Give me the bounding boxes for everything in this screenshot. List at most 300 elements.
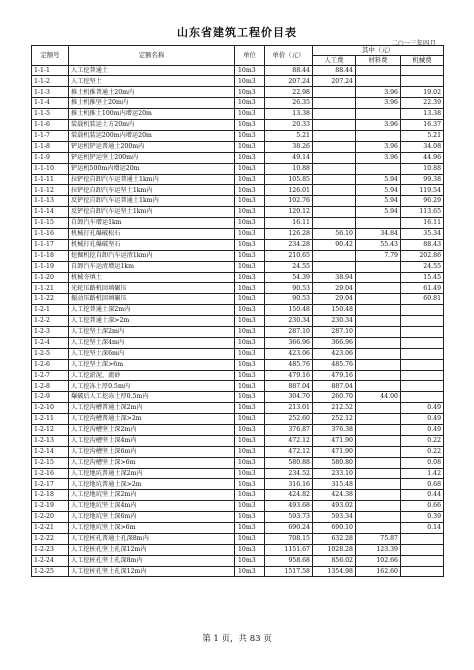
cell-unit: 10m3 — [235, 163, 265, 174]
cell-labor: 252.12 — [313, 414, 356, 425]
cell-code: 1-1-7 — [32, 130, 69, 141]
cell-price: 54.39 — [265, 272, 313, 283]
cell-price: 376.87 — [265, 424, 313, 435]
cell-code: 1-2-19 — [32, 501, 69, 512]
table-row — [32, 523, 444, 534]
cell-unit: 10m3 — [235, 283, 265, 294]
table-row — [32, 348, 444, 359]
cell-price: 472.12 — [265, 446, 313, 457]
cell-price: 90.53 — [265, 283, 313, 294]
cell-material: 3.96 — [356, 120, 401, 131]
cell-labor: 287.10 — [313, 326, 356, 337]
cell-material — [356, 403, 401, 414]
cell-material — [356, 512, 401, 523]
cell-labor — [313, 130, 356, 141]
cell-labor — [313, 174, 356, 185]
cell-labor — [313, 87, 356, 98]
cell-labor — [313, 185, 356, 196]
cell-labor: 690.10 — [313, 523, 356, 534]
cell-unit: 10m3 — [235, 512, 265, 523]
table-row — [32, 98, 444, 109]
cell-price: 22.98 — [265, 87, 313, 98]
cell-machine — [401, 392, 444, 403]
cell-material: 3.96 — [356, 152, 401, 163]
cell-machine — [401, 337, 444, 348]
cell-labor: 376.38 — [313, 424, 356, 435]
table-row — [32, 457, 444, 468]
cell-price: 593.73 — [265, 512, 313, 523]
cell-machine: 15.45 — [401, 272, 444, 283]
cell-name: 铲运机铲运坚土200m内 — [69, 152, 235, 163]
cell-unit: 10m3 — [235, 555, 265, 566]
table-row — [32, 316, 444, 327]
cell-material: 5.94 — [356, 207, 401, 218]
cell-machine: 10.88 — [401, 163, 444, 174]
table-row — [32, 283, 444, 294]
cell-unit: 10m3 — [235, 98, 265, 109]
table-row — [32, 261, 444, 272]
cell-name: 人工挖沟槽坚土深>6m — [69, 457, 235, 468]
table-row — [32, 87, 444, 98]
header-price: 单价（元） — [265, 46, 313, 66]
cell-name: 推土机推土100m内增运20m — [69, 109, 235, 120]
cell-unit: 10m3 — [235, 65, 265, 76]
cell-name: 装载机装运200m内增运20m — [69, 130, 235, 141]
cell-price: 423.06 — [265, 348, 313, 359]
cell-machine — [401, 76, 444, 87]
cell-unit: 10m3 — [235, 228, 265, 239]
cell-machine — [401, 316, 444, 327]
table-row — [32, 272, 444, 283]
table-row — [32, 141, 444, 152]
cell-labor: 493.02 — [313, 501, 356, 512]
cell-price: 126.01 — [265, 185, 313, 196]
cell-name: 反铲挖自卸汽车运普通土1km内 — [69, 196, 235, 207]
cell-machine: 16.37 — [401, 120, 444, 131]
cell-name: 人工挖桩孔普通土孔深8m内 — [69, 533, 235, 544]
cell-material — [356, 435, 401, 446]
cell-material: 3.96 — [356, 98, 401, 109]
cell-labor: 479.16 — [313, 370, 356, 381]
cell-machine: 0.39 — [401, 512, 444, 523]
table-row — [32, 130, 444, 141]
cell-unit: 10m3 — [235, 141, 265, 152]
table-row — [32, 490, 444, 501]
table-row — [32, 359, 444, 370]
cell-unit: 10m3 — [235, 435, 265, 446]
table-row — [32, 435, 444, 446]
cell-labor — [313, 261, 356, 272]
cell-material: 3.96 — [356, 141, 401, 152]
cell-price: 230.34 — [265, 316, 313, 327]
cell-machine: 88.43 — [401, 239, 444, 250]
cell-labor: 29.04 — [313, 283, 356, 294]
cell-price: 424.82 — [265, 490, 313, 501]
cell-code: 1-2-14 — [32, 446, 69, 457]
cell-name: 人工挖沟槽普通土深2m内 — [69, 403, 235, 414]
cell-unit: 10m3 — [235, 316, 265, 327]
cell-code: 1-2-5 — [32, 348, 69, 359]
cell-material — [356, 283, 401, 294]
cell-name: 自卸汽车运渣增运1km — [69, 261, 235, 272]
table-row — [32, 65, 444, 76]
cell-machine: 0.49 — [401, 403, 444, 414]
table-row — [32, 218, 444, 229]
cell-name: 人工挖桩孔坚土孔深12m内 — [69, 544, 235, 555]
cell-price: 120.12 — [265, 207, 313, 218]
cell-code: 1-2-16 — [32, 468, 69, 479]
cell-material — [356, 446, 401, 457]
cell-material — [356, 424, 401, 435]
table-row — [32, 294, 444, 305]
cell-code: 1-1-1 — [32, 65, 69, 76]
cell-price: 20.33 — [265, 120, 313, 131]
cell-material — [356, 501, 401, 512]
cell-labor: 233.10 — [313, 468, 356, 479]
cell-name: 人工挖普通土深2m内 — [69, 305, 235, 316]
cell-labor — [313, 163, 356, 174]
cell-labor — [313, 218, 356, 229]
cell-price: 210.65 — [265, 250, 313, 261]
cell-machine: 0.49 — [401, 424, 444, 435]
cell-labor: 38.94 — [313, 272, 356, 283]
cell-labor — [313, 152, 356, 163]
price-table — [31, 45, 444, 577]
cell-unit: 10m3 — [235, 152, 265, 163]
cell-machine: 1.42 — [401, 468, 444, 479]
cell-name: 推土机推坚土20m内 — [69, 98, 235, 109]
cell-price: 234.28 — [265, 239, 313, 250]
cell-labor: 632.28 — [313, 533, 356, 544]
cell-material — [356, 130, 401, 141]
cell-unit: 10m3 — [235, 294, 265, 305]
cell-labor: 424.38 — [313, 490, 356, 501]
cell-material — [356, 305, 401, 316]
cell-unit: 10m3 — [235, 566, 265, 577]
cell-unit: 10m3 — [235, 479, 265, 490]
cell-name: 人工挖沟槽坚土深4m内 — [69, 435, 235, 446]
cell-unit: 10m3 — [235, 544, 265, 555]
cell-material: 5.94 — [356, 185, 401, 196]
table-row — [32, 468, 444, 479]
cell-unit: 10m3 — [235, 424, 265, 435]
page-title: 山东省建筑工程价目表 — [177, 26, 297, 39]
cell-unit: 10m3 — [235, 326, 265, 337]
cell-price: 26.35 — [265, 98, 313, 109]
cell-name: 人工挖坚土 — [69, 76, 235, 87]
table-row — [32, 239, 444, 250]
cell-labor: 580.80 — [313, 457, 356, 468]
cell-price: 958.68 — [265, 555, 313, 566]
cell-code: 1-2-22 — [32, 533, 69, 544]
cell-material — [356, 326, 401, 337]
cell-name: 人工挖地坑坚土深6m内 — [69, 512, 235, 523]
cell-code: 1-2-6 — [32, 359, 69, 370]
cell-labor: 56.10 — [313, 228, 356, 239]
cell-machine: 61.49 — [401, 283, 444, 294]
cell-code: 1-2-25 — [32, 566, 69, 577]
table-row — [32, 109, 444, 120]
cell-price: 207.24 — [265, 76, 313, 87]
cell-name: 人工挖普通土深>2m — [69, 316, 235, 327]
cell-unit: 10m3 — [235, 381, 265, 392]
header-breakdown: 其中（元） — [313, 46, 444, 56]
table-row — [32, 305, 444, 316]
cell-name: 反铲挖自卸汽车运坚土1km内 — [69, 207, 235, 218]
cell-code: 1-1-22 — [32, 294, 69, 305]
cell-material: 162.60 — [356, 566, 401, 577]
cell-name: 人工挖桩孔坚土孔深8m内 — [69, 555, 235, 566]
cell-name: 铲运机500m内增运20m — [69, 163, 235, 174]
cell-unit: 10m3 — [235, 305, 265, 316]
cell-code: 1-1-2 — [32, 76, 69, 87]
cell-price: 472.12 — [265, 435, 313, 446]
cell-machine — [401, 326, 444, 337]
header-code: 定额号 — [32, 46, 69, 66]
cell-machine: 22.39 — [401, 98, 444, 109]
cell-material — [356, 163, 401, 174]
cell-unit: 10m3 — [235, 490, 265, 501]
cell-unit: 10m3 — [235, 130, 265, 141]
header-labor: 人工费 — [313, 55, 356, 65]
cell-code: 1-1-5 — [32, 109, 69, 120]
table-body — [32, 65, 444, 577]
cell-code: 1-1-15 — [32, 218, 69, 229]
header-unit: 单位 — [235, 46, 265, 66]
cell-material — [356, 490, 401, 501]
cell-labor — [313, 141, 356, 152]
table-row — [32, 120, 444, 131]
cell-code: 1-1-14 — [32, 207, 69, 218]
cell-name: 拉铲挖自卸汽车运普通土1km内 — [69, 174, 235, 185]
cell-name: 人工挖淤泥、流砂 — [69, 370, 235, 381]
table-row — [32, 163, 444, 174]
cell-material — [356, 294, 401, 305]
cell-machine: 0.44 — [401, 490, 444, 501]
cell-labor — [313, 120, 356, 131]
cell-unit: 10m3 — [235, 87, 265, 98]
cell-material — [356, 76, 401, 87]
cell-code: 1-2-4 — [32, 337, 69, 348]
page-footer: 第 1 页，共 83 页 — [202, 634, 272, 644]
cell-material — [356, 523, 401, 534]
cell-code: 1-2-24 — [32, 555, 69, 566]
cell-price: 252.60 — [265, 414, 313, 425]
header-material: 材料费 — [356, 55, 401, 65]
cell-name: 光轮压路机回填碾压 — [69, 283, 235, 294]
cell-labor: 471.90 — [313, 446, 356, 457]
cell-name: 装载机装运土方20m内 — [69, 120, 235, 131]
cell-code: 1-2-9 — [32, 392, 69, 403]
cell-machine: 0.08 — [401, 457, 444, 468]
cell-labor: 88.44 — [313, 65, 356, 76]
cell-price: 90.53 — [265, 294, 313, 305]
cell-name: 人工挖普通土 — [69, 65, 235, 76]
cell-name: 人工挖沟槽普通土深>2m — [69, 414, 235, 425]
cell-name: 人工挖冻土厚0.5m内 — [69, 381, 235, 392]
cell-labor — [313, 250, 356, 261]
cell-price: 126.28 — [265, 228, 313, 239]
cell-machine — [401, 65, 444, 76]
cell-code: 1-2-13 — [32, 435, 69, 446]
cell-material — [356, 359, 401, 370]
cell-name: 爆破后人工挖冻土厚0.5m内 — [69, 392, 235, 403]
cell-name: 振动压路机回填碾压 — [69, 294, 235, 305]
cell-code: 1-2-23 — [32, 544, 69, 555]
cell-unit: 10m3 — [235, 272, 265, 283]
cell-labor: 29.04 — [313, 294, 356, 305]
cell-machine — [401, 555, 444, 566]
cell-material — [356, 316, 401, 327]
header-machine: 机械费 — [401, 55, 444, 65]
cell-unit: 10m3 — [235, 523, 265, 534]
cell-material — [356, 370, 401, 381]
cell-machine: 34.08 — [401, 141, 444, 152]
cell-unit: 10m3 — [235, 468, 265, 479]
cell-labor: 260.70 — [313, 392, 356, 403]
cell-machine: 0.49 — [401, 414, 444, 425]
cell-name: 人工挖坚土深2m内 — [69, 326, 235, 337]
table-row — [32, 381, 444, 392]
cell-labor — [313, 98, 356, 109]
cell-material — [356, 457, 401, 468]
cell-price: 316.16 — [265, 479, 313, 490]
table-row — [32, 326, 444, 337]
cell-name: 人工挖桩孔坚土孔深12m内 — [69, 566, 235, 577]
table-row — [32, 250, 444, 261]
cell-price: 10.88 — [265, 163, 313, 174]
table-row — [32, 555, 444, 566]
cell-name: 人工挖地坑普通土深>2m — [69, 479, 235, 490]
cell-machine: 0.68 — [401, 479, 444, 490]
cell-unit: 10m3 — [235, 392, 265, 403]
cell-machine: 202.86 — [401, 250, 444, 261]
cell-price: 493.68 — [265, 501, 313, 512]
cell-name: 机械夯填土 — [69, 272, 235, 283]
cell-price: 150.48 — [265, 305, 313, 316]
cell-material: 5.94 — [356, 174, 401, 185]
cell-code: 1-1-19 — [32, 261, 69, 272]
table-row — [32, 403, 444, 414]
cell-name: 挖掘机挖自卸汽车运渣1km内 — [69, 250, 235, 261]
cell-code: 1-1-18 — [32, 250, 69, 261]
table-row — [32, 446, 444, 457]
cell-material — [356, 468, 401, 479]
cell-machine: 0.14 — [401, 523, 444, 534]
cell-labor: 1354.98 — [313, 566, 356, 577]
cell-machine: 0.22 — [401, 446, 444, 457]
cell-labor: 315.48 — [313, 479, 356, 490]
cell-code: 1-1-3 — [32, 87, 69, 98]
cell-price: 287.10 — [265, 326, 313, 337]
cell-unit: 10m3 — [235, 348, 265, 359]
cell-name: 推土机推普通土20m内 — [69, 87, 235, 98]
cell-name: 拉铲挖自卸汽车运坚土1km内 — [69, 185, 235, 196]
cell-material — [356, 261, 401, 272]
cell-labor: 485.76 — [313, 359, 356, 370]
cell-labor: 150.48 — [313, 305, 356, 316]
cell-labor: 423.06 — [313, 348, 356, 359]
cell-machine: 19.02 — [401, 87, 444, 98]
cell-unit: 10m3 — [235, 239, 265, 250]
table-row — [32, 185, 444, 196]
cell-unit: 10m3 — [235, 174, 265, 185]
cell-code: 1-1-21 — [32, 283, 69, 294]
cell-price: 102.76 — [265, 196, 313, 207]
cell-material — [356, 218, 401, 229]
table-row — [32, 479, 444, 490]
table-row — [32, 424, 444, 435]
table-row — [32, 196, 444, 207]
cell-unit: 10m3 — [235, 185, 265, 196]
cell-code: 1-1-20 — [32, 272, 69, 283]
cell-machine — [401, 381, 444, 392]
cell-material: 44.00 — [356, 392, 401, 403]
cell-name: 人工挖地坑坚土深4m内 — [69, 501, 235, 512]
table-row — [32, 414, 444, 425]
cell-machine — [401, 566, 444, 577]
cell-machine: 13.38 — [401, 109, 444, 120]
cell-unit: 10m3 — [235, 359, 265, 370]
table-row — [32, 370, 444, 381]
cell-code: 1-1-6 — [32, 120, 69, 131]
cell-unit: 10m3 — [235, 76, 265, 87]
cell-machine — [401, 305, 444, 316]
cell-labor: 1028.28 — [313, 544, 356, 555]
cell-code: 1-2-17 — [32, 479, 69, 490]
cell-code: 1-2-3 — [32, 326, 69, 337]
cell-price: 580.88 — [265, 457, 313, 468]
cell-material: 75.87 — [356, 533, 401, 544]
cell-unit: 10m3 — [235, 403, 265, 414]
cell-name: 人工挖沟槽坚土深2m内 — [69, 424, 235, 435]
cell-material — [356, 109, 401, 120]
cell-machine: 60.81 — [401, 294, 444, 305]
cell-unit: 10m3 — [235, 533, 265, 544]
table-row — [32, 152, 444, 163]
cell-unit: 10m3 — [235, 501, 265, 512]
cell-machine: 96.29 — [401, 196, 444, 207]
cell-price: 5.21 — [265, 130, 313, 141]
table-row — [32, 533, 444, 544]
document-date: 二○一三年四月 — [391, 39, 436, 47]
cell-machine: 35.34 — [401, 228, 444, 239]
cell-code: 1-2-7 — [32, 370, 69, 381]
cell-unit: 10m3 — [235, 196, 265, 207]
cell-labor: 856.02 — [313, 555, 356, 566]
cell-machine: 0.22 — [401, 435, 444, 446]
cell-name: 自卸汽车增运1km — [69, 218, 235, 229]
cell-code: 1-2-12 — [32, 424, 69, 435]
cell-code: 1-2-18 — [32, 490, 69, 501]
cell-machine: 0.66 — [401, 501, 444, 512]
cell-name: 人工挖坚土深6m内 — [69, 348, 235, 359]
cell-price: 38.26 — [265, 141, 313, 152]
cell-name: 机械打孔爆破松石 — [69, 228, 235, 239]
cell-code: 1-2-21 — [32, 523, 69, 534]
cell-machine: 16.11 — [401, 218, 444, 229]
cell-name: 人工挖地坑坚土深2m内 — [69, 490, 235, 501]
cell-name: 人工挖沟槽坚土深6m内 — [69, 446, 235, 457]
cell-code: 1-1-4 — [32, 98, 69, 109]
cell-labor: 207.24 — [313, 76, 356, 87]
cell-material — [356, 272, 401, 283]
cell-name: 人工挖地坑普通土深2m内 — [69, 468, 235, 479]
cell-price: 887.04 — [265, 381, 313, 392]
cell-code: 1-1-16 — [32, 228, 69, 239]
cell-price: 49.14 — [265, 152, 313, 163]
cell-machine — [401, 544, 444, 555]
